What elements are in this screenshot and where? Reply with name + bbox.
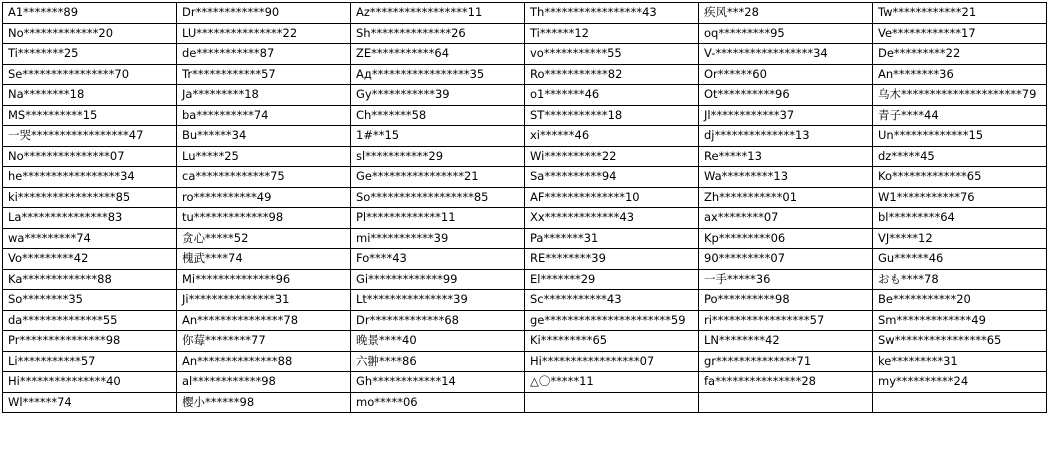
table-cell: Wl******74	[3, 392, 177, 413]
table-cell: Th*****************43	[525, 3, 699, 24]
table-cell: Gu******46	[873, 249, 1047, 270]
table-cell: 贪心*****52	[177, 228, 351, 249]
table-cell: Lt***************39	[351, 290, 525, 311]
table-cell: 槐武****74	[177, 249, 351, 270]
table-row	[3, 331, 1047, 352]
table-cell: Ro***********82	[525, 64, 699, 85]
table-cell: ax********07	[699, 208, 873, 229]
table-cell: bl*********64	[873, 208, 1047, 229]
table-cell: AF**************10	[525, 187, 699, 208]
table-cell: Hi***************40	[3, 372, 177, 393]
table-row	[3, 269, 1047, 290]
table-cell: Ti********25	[3, 44, 177, 65]
table-cell: mo*****06	[351, 392, 525, 413]
table-cell: Gh************14	[351, 372, 525, 393]
table-cell: Gi*************99	[351, 269, 525, 290]
table-cell: o1*******46	[525, 85, 699, 106]
table-cell: Ko*************65	[873, 167, 1047, 188]
table-row	[3, 392, 1047, 413]
table-cell: dj**************13	[699, 126, 873, 147]
table-cell: Tr************57	[177, 64, 351, 85]
table-cell: LN********42	[699, 331, 873, 352]
table-cell: ST***********18	[525, 105, 699, 126]
table-row	[3, 23, 1047, 44]
table-cell: gr**************71	[699, 351, 873, 372]
table-cell: Sc***********43	[525, 290, 699, 311]
table-cell: da**************55	[3, 310, 177, 331]
table-cell: An**************88	[177, 351, 351, 372]
table-cell: Sm*************49	[873, 310, 1047, 331]
table-row	[3, 126, 1047, 147]
table-cell: Wa*********13	[699, 167, 873, 188]
table-row	[3, 167, 1047, 188]
table-cell: No*************20	[3, 23, 177, 44]
table-cell: So********35	[3, 290, 177, 311]
table-cell: No***************07	[3, 146, 177, 167]
table-row	[3, 351, 1047, 372]
table-cell: Ch*******58	[351, 105, 525, 126]
table-cell: Po**********98	[699, 290, 873, 311]
table-cell: dz*****45	[873, 146, 1047, 167]
table-row	[3, 3, 1047, 24]
table-cell: LU***************22	[177, 23, 351, 44]
table-cell: vo***********55	[525, 44, 699, 65]
table-cell: Li***********57	[3, 351, 177, 372]
table-cell: Jl************37	[699, 105, 873, 126]
table-cell: Bu******34	[177, 126, 351, 147]
table-cell: ri*****************57	[699, 310, 873, 331]
table-cell: oq*********95	[699, 23, 873, 44]
table-cell: An********36	[873, 64, 1047, 85]
table-cell: Ki*********65	[525, 331, 699, 352]
table-cell: MS**********15	[3, 105, 177, 126]
table-cell: V-*****************34	[699, 44, 873, 65]
table-row	[3, 249, 1047, 270]
table-cell: mi***********39	[351, 228, 525, 249]
table-cell: Ji***************31	[177, 290, 351, 311]
table-cell: Mi**************96	[177, 269, 351, 290]
table-cell: tu*************98	[177, 208, 351, 229]
table-cell: ca*************75	[177, 167, 351, 188]
table-cell: Wi**********22	[525, 146, 699, 167]
table-row	[3, 44, 1047, 65]
table-cell: Fo****43	[351, 249, 525, 270]
table-cell: W1***********76	[873, 187, 1047, 208]
table-cell: ge**********************59	[525, 310, 699, 331]
table-cell: De*********22	[873, 44, 1047, 65]
table-cell: 六翀****86	[351, 351, 525, 372]
table-cell: Ад*****************35	[351, 64, 525, 85]
table-cell: So******************85	[351, 187, 525, 208]
table-cell: Lu*****25	[177, 146, 351, 167]
table-cell: Xx*************43	[525, 208, 699, 229]
table-cell: Kp*********06	[699, 228, 873, 249]
table-cell: Or******60	[699, 64, 873, 85]
table-row	[3, 85, 1047, 106]
table-cell: ke*********31	[873, 351, 1047, 372]
table-row	[3, 105, 1047, 126]
table-cell: An***************78	[177, 310, 351, 331]
table-cell: RE********39	[525, 249, 699, 270]
table-cell: 一手*****36	[699, 269, 873, 290]
table-cell: Pa*******31	[525, 228, 699, 249]
table-cell: Hi*****************07	[525, 351, 699, 372]
table-cell: Tw************21	[873, 3, 1047, 24]
table-cell: ki*****************85	[3, 187, 177, 208]
table-cell: おも****78	[873, 269, 1047, 290]
table-cell: Sw****************65	[873, 331, 1047, 352]
table-cell: Ka*************88	[3, 269, 177, 290]
table-cell: Az*****************11	[351, 3, 525, 24]
table-cell: Un*************15	[873, 126, 1047, 147]
table-cell: sl***********29	[351, 146, 525, 167]
table-cell: 青子****44	[873, 105, 1047, 126]
table-cell: Sa**********94	[525, 167, 699, 188]
table-cell: Ve************17	[873, 23, 1047, 44]
table-cell: he*****************34	[3, 167, 177, 188]
table-cell: La***************83	[3, 208, 177, 229]
table-cell: Pr***************98	[3, 331, 177, 352]
table-cell: A1*******89	[3, 3, 177, 24]
table-cell: ro***********49	[177, 187, 351, 208]
table-cell: Dr*************68	[351, 310, 525, 331]
table-cell: Na********18	[3, 85, 177, 106]
table-cell	[873, 392, 1047, 413]
table-row	[3, 64, 1047, 85]
table-cell: Pl*************11	[351, 208, 525, 229]
table-cell: Ot**********96	[699, 85, 873, 106]
table-cell: El*******29	[525, 269, 699, 290]
table-cell: △〇*****11	[525, 372, 699, 393]
table-cell: xi******46	[525, 126, 699, 147]
table-cell: 樱小******98	[177, 392, 351, 413]
table-row	[3, 310, 1047, 331]
table-cell: Ge****************21	[351, 167, 525, 188]
table-cell: Vo*********42	[3, 249, 177, 270]
table-row	[3, 146, 1047, 167]
table-cell: Ja*********18	[177, 85, 351, 106]
table-cell: Sh**************26	[351, 23, 525, 44]
table-cell: al************98	[177, 372, 351, 393]
table-cell: VJ*****12	[873, 228, 1047, 249]
table-cell: wa*********74	[3, 228, 177, 249]
table-cell: 90*********07	[699, 249, 873, 270]
table-cell	[525, 392, 699, 413]
table-cell: 晚景****40	[351, 331, 525, 352]
table-cell: Zh***********01	[699, 187, 873, 208]
table-cell: Se****************70	[3, 64, 177, 85]
table-cell: Gy***********39	[351, 85, 525, 106]
table-cell: 一哭*****************47	[3, 126, 177, 147]
table-cell: ZE***********64	[351, 44, 525, 65]
table-row	[3, 290, 1047, 311]
table-row	[3, 228, 1047, 249]
table-cell: de***********87	[177, 44, 351, 65]
table-cell: 疾风***28	[699, 3, 873, 24]
table-cell: fa***************28	[699, 372, 873, 393]
table-cell: my**********24	[873, 372, 1047, 393]
table-cell: Re*****13	[699, 146, 873, 167]
table-row	[3, 208, 1047, 229]
table-cell: 乌木*********************79	[873, 85, 1047, 106]
table-cell: 你莓********77	[177, 331, 351, 352]
table-cell: 1#**15	[351, 126, 525, 147]
table-cell: Ti******12	[525, 23, 699, 44]
table-cell: Dr************90	[177, 3, 351, 24]
masked-name-table	[2, 2, 1047, 413]
table-row	[3, 187, 1047, 208]
table-cell	[699, 392, 873, 413]
table-cell: ba**********74	[177, 105, 351, 126]
table-row	[3, 372, 1047, 393]
table-body	[3, 3, 1047, 413]
table-cell: Be***********20	[873, 290, 1047, 311]
